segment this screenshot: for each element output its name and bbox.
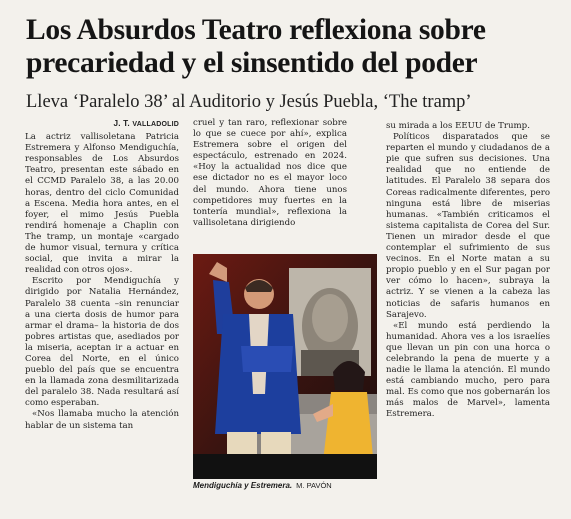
article-photo bbox=[193, 254, 377, 479]
headline: Los Absurdos Teatro reflexiona sobre precariedad y el sinsentido del poder bbox=[26, 14, 486, 79]
paragraph: La actriz vallisoletana Patricia Estremera y Alfonso Mendiguchía, responsables de Los Absurdos Teatro, presentan este sábado en el CCMD Paralelo 38, a las 20.00 horas, dentro del ciclo Comunidad a Escena. Media hora antes, en el foyer, el mimo Jesús Puebla rendirá homenaje a Chaplin con The tramp, un montaje «cargado de humor visual, ternura y crítica social, que invita a mirar la realidad con otros ojos». bbox=[25, 132, 179, 276]
paragraph: cruel y tan raro, reflexionar sobre lo que se cuece por ahí», explica Estremera sobre el origen del espectáculo, estrenado en 2024. «Hoy la actualidad nos dice que ese dictador no es el mayor loco del mundo. Ahora tiene unos competidores muy fuertes en la tontería mundial», reflexiona la vallisoletana dirigiendo bbox=[193, 118, 347, 228]
article-column-1 bbox=[25, 118, 179, 432]
subheadline: Lleva ‘Paralelo 38’ al Auditorio y Jesús Puebla, ‘The tramp’ bbox=[26, 92, 472, 112]
photo-credit: M. PAVÓN bbox=[296, 481, 332, 490]
paragraph: «El mundo está perdiendo la humanidad. Ahora ves a los israelíes que llevan un pin con una horca o celebrando la pena de muerte y a nadie le llama la atención. El mundo está cambiando mucho, pero para mal. Es como que nos gobernarán los más malos de Marvel», lamenta Estremera. bbox=[386, 320, 550, 420]
byline bbox=[25, 118, 179, 130]
paragraph: «Nos llamaba mucho la atención hablar de un sistema tan bbox=[25, 409, 179, 431]
photo-caption bbox=[193, 481, 377, 490]
article-column-3 bbox=[386, 121, 550, 421]
paragraph: Políticos disparatados que se reparten el mundo y ciudadanos de a pie que sufren sus decisiones. Una realidad que no entiende de latitudes. El Paralelo 38 separa dos Coreas radicalmente diferentes, pero ninguna está libre de miserias humanas. «También criticamos el sistema capitalista de Corea del Sur. Tienen un mirador desde el que contemplar el sufrimiento de sus vecinos. En el Norte matan a su propio pueblo y en el Sur pagan por ver cómo lo hacen», subraya la actriz. Y se vienen a la cabeza las noticias de safaris humanos en Sarajevo. bbox=[386, 132, 550, 320]
article-column-2 bbox=[193, 118, 347, 229]
byline-author: J. T. bbox=[113, 119, 130, 128]
paragraph: su mirada a los EEUU de Trump. bbox=[386, 121, 530, 131]
caption-text: Mendiguchía y Estremera. bbox=[193, 481, 293, 490]
byline-place: VALLADOLID bbox=[132, 121, 179, 128]
paragraph: Escrito por Mendiguchía y dirigido por Natalia Hernández, Paralelo 38 cuenta –sin renunciar a una cierta dosis de humor para armar el drama– la historia de dos pobres artistas que, asediados por la miseria, aceptan ir a actuar en Corea del Norte, en el único pueblo del país que se encuentra en la llamada zona desmilitarizada del paralelo 38. Nada resultará así como esperaban. bbox=[25, 276, 179, 409]
